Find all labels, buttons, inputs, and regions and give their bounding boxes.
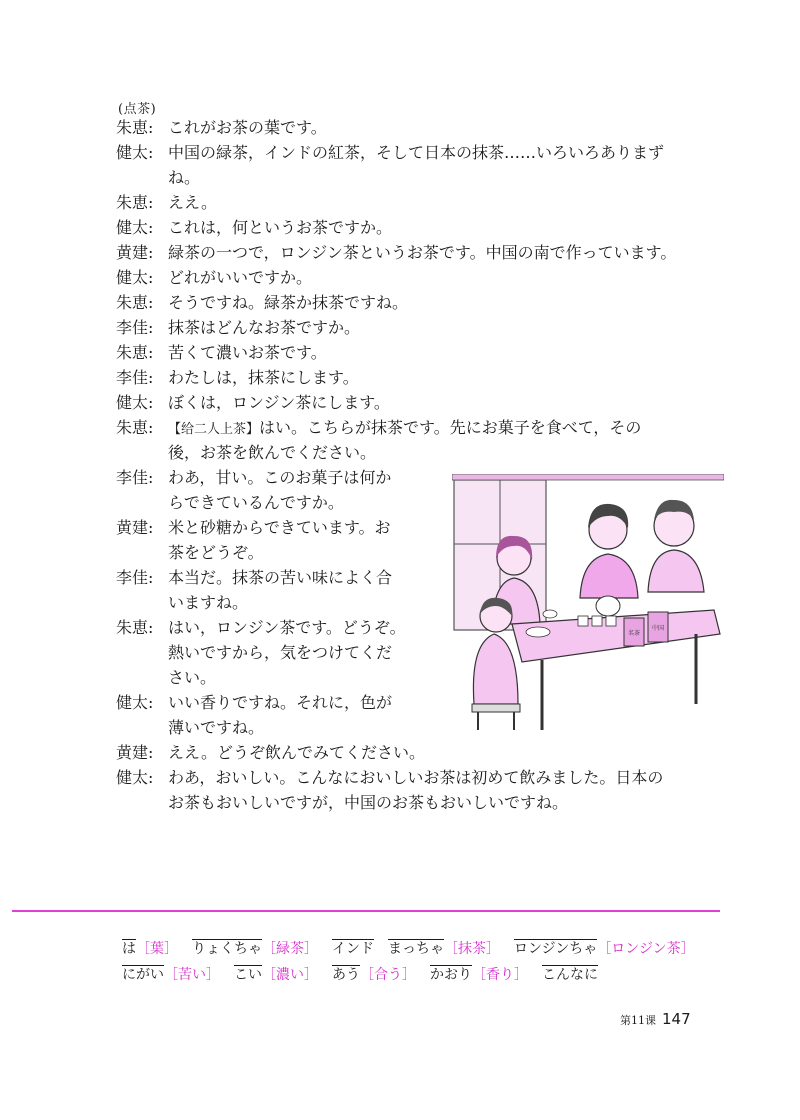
- page-footer: [620, 1010, 691, 1028]
- speaker-name: 黄建:: [116, 743, 154, 762]
- utterance-text: 本当だ。抹茶の苦い味によく合: [168, 568, 393, 587]
- utterance-continuation: 熱いですから，気をつけてくだ: [168, 643, 393, 662]
- vocab-row-2: [122, 964, 612, 984]
- speaker-name: 李佳:: [116, 568, 154, 587]
- vocab-reading: ロンジンちゃ: [514, 941, 598, 957]
- vocab-kanji: ［香り］: [472, 967, 528, 983]
- vocab-item: [388, 938, 500, 958]
- vocab-item: [332, 938, 374, 958]
- utterance-continuation: ね。: [168, 168, 201, 187]
- page-number: 147: [662, 1010, 691, 1028]
- utterance-text: ぼくは，ロンジン茶にします。: [168, 393, 390, 412]
- speaker-name: 健太:: [116, 143, 154, 162]
- vocab-kanji: ［抹茶］: [444, 941, 500, 957]
- stage-direction: 【给二人上茶】: [168, 422, 260, 437]
- utterance-text: ええ。: [168, 193, 217, 212]
- vocab-item: [234, 964, 318, 984]
- utterance-continuation: さい。: [168, 668, 217, 687]
- utterance-text: わあ，おいしい。こんなにおいしいお茶は初めて飲みました。日本の: [168, 768, 664, 787]
- speaker-name: 健太:: [116, 693, 154, 712]
- vocab-reading: インド: [332, 941, 374, 957]
- utterance-text: はい，ロンジン茶です。どうぞ。: [168, 618, 406, 637]
- vocab-reading: こい: [234, 967, 262, 983]
- utterance-text: これは，何というお茶ですか。: [168, 218, 393, 237]
- speaker-name: 健太:: [116, 768, 154, 787]
- utterance-continuation: 茶をどうぞ。: [168, 543, 264, 562]
- vocab-reading: は: [122, 941, 136, 957]
- utterance-continuation: 薄いですね。: [168, 718, 265, 737]
- vocab-reading: あう: [332, 967, 360, 983]
- utterance-continuation: らできているんですか。: [168, 493, 344, 512]
- vocab-item: [430, 964, 528, 984]
- vocab-reading: こんなに: [542, 967, 598, 983]
- utterance-text: これがお茶の葉です。: [168, 118, 327, 137]
- speaker-name: 健太:: [116, 268, 154, 287]
- vocab-kanji: ［葉］: [136, 941, 178, 957]
- utterance-text: 苦くて濃いお茶です。: [168, 343, 327, 362]
- speaker-name: 朱恵:: [116, 293, 154, 312]
- utterance-text: そうですね。緑茶か抹茶ですね。: [168, 293, 409, 312]
- vocab-item: [192, 938, 318, 958]
- lesson-label: 第11课: [620, 1014, 656, 1027]
- utterance-text: 中国の緑茶，インドの紅茶，そして日本の抹茶……いろいろありまず: [168, 143, 665, 162]
- vocab-item: [514, 938, 695, 958]
- speaker-name: 朱恵:: [116, 193, 154, 212]
- speaker-name: 朱恵:: [116, 343, 154, 362]
- utterance-text: どれがいいですか。: [168, 268, 313, 287]
- speaker-name: 朱恵:: [116, 118, 154, 137]
- utterance-continuation: 後，お茶を飲んでください。: [168, 443, 377, 462]
- speaker-name: 李佳:: [116, 468, 154, 487]
- vocab-row-1: [122, 938, 709, 958]
- stage-note: (点茶): [118, 102, 157, 117]
- vocab-reading: まっちゃ: [388, 941, 444, 957]
- vocab-kanji: ［合う］: [360, 967, 416, 983]
- speaker-name: 黄建:: [116, 518, 154, 537]
- utterance-text: 米と砂糖からできています。お: [168, 518, 391, 537]
- can2-label: 中国: [651, 625, 665, 632]
- speaker-name: 健太:: [116, 393, 154, 412]
- vocab-reading: かおり: [430, 967, 472, 983]
- speaker-name: 李佳:: [116, 368, 154, 387]
- vocab-reading: りょくちゃ: [192, 941, 262, 957]
- vocab-item: [332, 964, 416, 984]
- vocab-item: [122, 938, 178, 958]
- utterance-text: いい香りですね。それに，色が: [168, 693, 393, 712]
- vocab-kanji: ［ロンジン茶］: [597, 941, 695, 957]
- speaker-name: 健太:: [116, 218, 154, 237]
- vocab-kanji: ［濃い］: [262, 967, 318, 983]
- utterance-continuation: お茶もおいしいですが，中国のお茶もおいしいですね。: [168, 793, 569, 812]
- vocab-item: [542, 964, 598, 984]
- vocab-reading: にがい: [122, 967, 164, 983]
- utterance-continuation: いますね。: [168, 593, 249, 612]
- vocab-kanji: ［苦い］: [164, 967, 220, 983]
- speaker-name: 朱恵:: [116, 618, 154, 637]
- utterance-text: わたしは，抹茶にします。: [168, 368, 359, 387]
- speaker-name: 李佳:: [116, 318, 154, 337]
- vocab-item: [122, 964, 220, 984]
- section-divider: [12, 910, 720, 912]
- utterance-text: 抹茶はどんなお茶ですか。: [168, 318, 361, 337]
- speaker-name: 黄建:: [116, 243, 154, 262]
- speaker-name: 朱恵:: [116, 418, 154, 437]
- utterance-text: ええ。どうぞ飲んでみてください。: [168, 743, 425, 762]
- vocab-kanji: ［緑茶］: [262, 941, 318, 957]
- tea-scene-illustration: [452, 474, 724, 730]
- utterance-text: わあ，甘い。このお菓子は何か: [168, 468, 392, 487]
- utterance-text: はい。こちらが抹茶です。先にお菓子を食べて，その: [259, 418, 642, 437]
- can1-label: 名茶: [627, 630, 641, 637]
- utterance-text: 緑茶の一つで，ロンジン茶というお茶です。中国の南で作っています。: [168, 243, 677, 262]
